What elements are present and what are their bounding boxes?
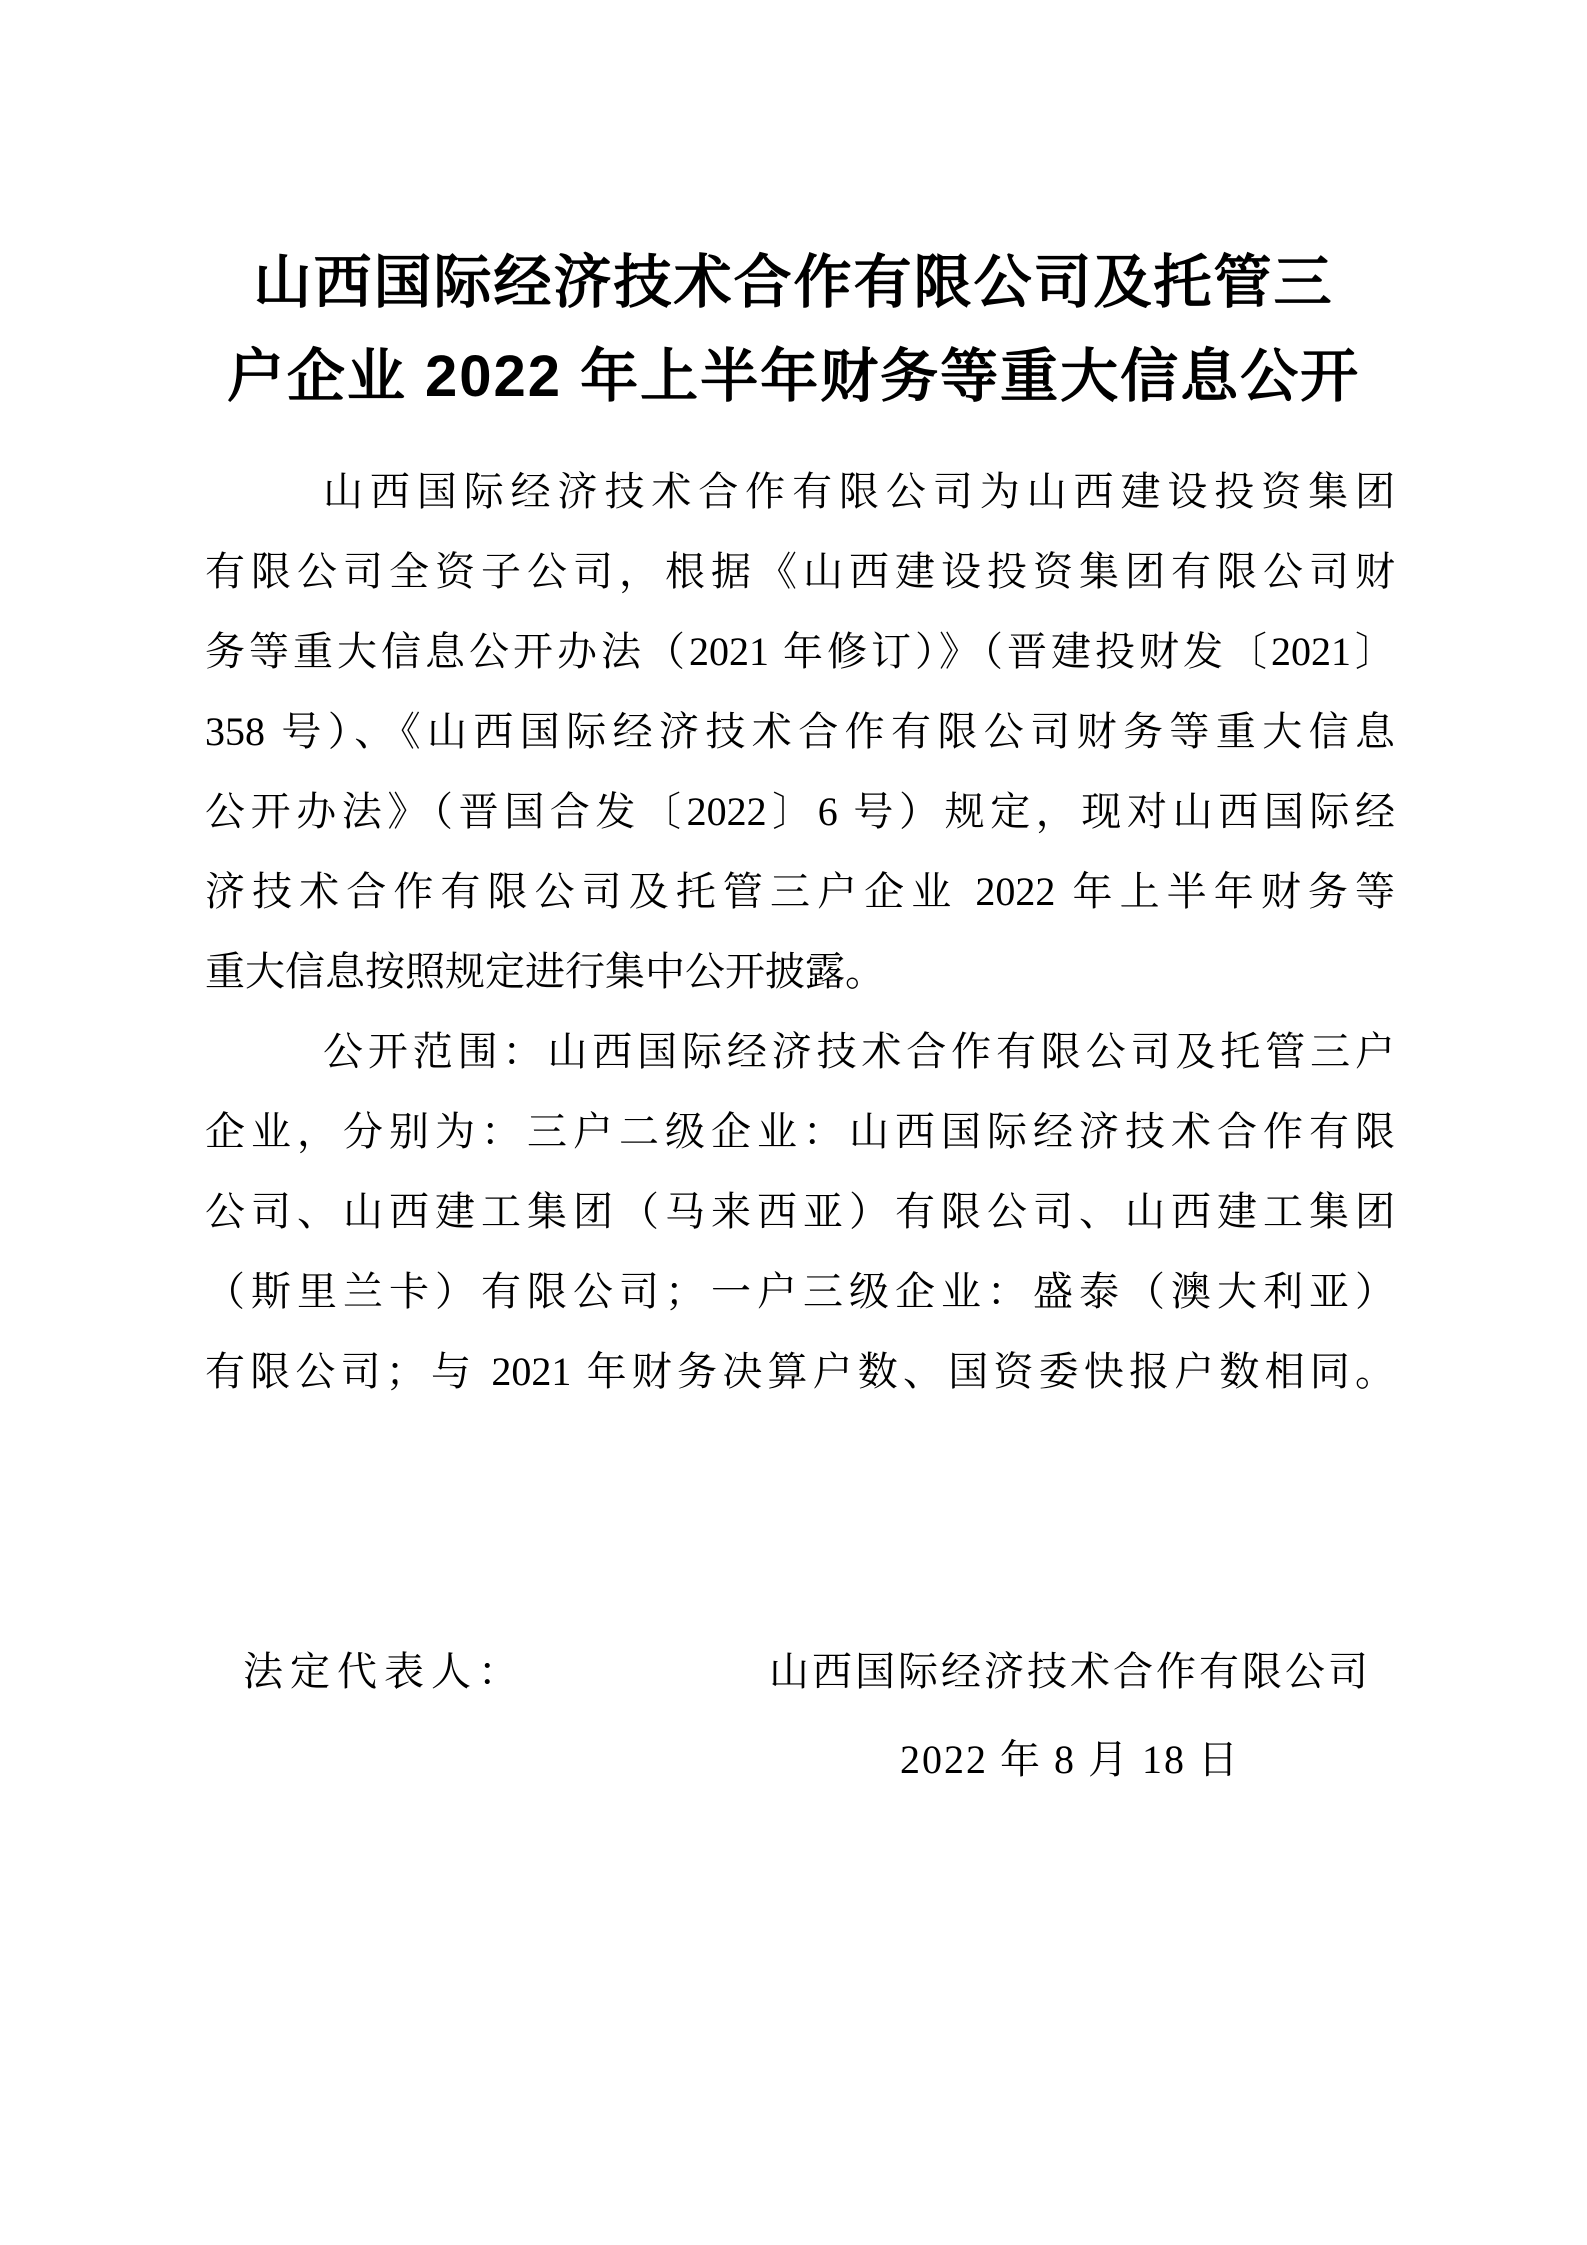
body-line: 务等重大信息公开办法（2021 年修订）》（晋建投财发〔2021〕 (205, 629, 1395, 674)
legal-representative-label: 法定代表人： (243, 1649, 525, 1694)
body-line: 有限公司；与 2021 年财务决算户数、国资委快报户数相同。 (205, 1349, 1395, 1394)
document-title (0, 236, 1587, 424)
body-line: 358 号）、《山西国际经济技术合作有限公司财务等重大信息 (205, 709, 1395, 754)
document-body (205, 452, 1395, 1412)
signature-company-name: 山西国际经济技术合作有限公司 (769, 1649, 1371, 1694)
body-line: （斯里兰卡）有限公司；一户三级企业：盛泰（澳大利亚） (205, 1269, 1395, 1314)
document-title-line-2: 户企业 2022 年上半年财务等重大信息公开 (226, 344, 1361, 409)
body-line: 山西国际经济技术合作有限公司为山西建设投资集团 (323, 469, 1395, 514)
body-line: 济技术合作有限公司及托管三户企业 2022 年上半年财务等 (205, 869, 1395, 914)
signature-date: 2022 年 8 月 18 日 (900, 1737, 1240, 1782)
paragraph-1 (205, 452, 1395, 1012)
body-line: 公司、山西建工集团（马来西亚）有限公司、山西建工集团 (205, 1189, 1395, 1234)
document-title-line-1: 山西国际经济技术合作有限公司及托管三 (253, 250, 1334, 315)
body-line: 公开办法》（晋国合发〔2022〕6 号）规定，现对山西国际经 (205, 789, 1395, 834)
body-line: 重大信息按照规定进行集中公开披露。 (205, 949, 885, 994)
body-line: 企业，分别为：三户二级企业：山西国际经济技术合作有限 (205, 1109, 1395, 1154)
paragraph-2 (205, 1012, 1395, 1412)
body-line: 有限公司全资子公司，根据《山西建设投资集团有限公司财 (205, 549, 1395, 594)
body-line: 公开范围：山西国际经济技术合作有限公司及托管三户 (323, 1029, 1395, 1074)
